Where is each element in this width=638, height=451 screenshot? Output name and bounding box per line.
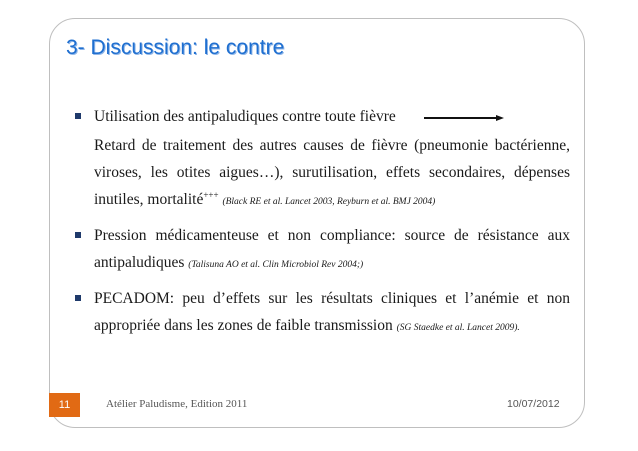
footer-event: Atélier Paludisme, Edition 2011: [106, 398, 248, 410]
bullet-square-icon: [75, 113, 81, 119]
bullet-3-reference: (SG Staedke et al. Lancet 2009).: [396, 323, 520, 333]
bullet-item-1: [73, 103, 570, 216]
footer-date: 10/07/2012: [507, 398, 560, 410]
bullet-item-2: [73, 222, 570, 279]
slide-title: 3- Discussion: le contre: [66, 36, 285, 59]
bullet-2-reference: (Talisuna AO et al. Clin Microbiol Rev 2004;): [188, 260, 364, 270]
slide-content: [73, 103, 570, 348]
bullet-2-body: [94, 222, 570, 279]
slide-number: 11: [49, 393, 80, 417]
bullet-1-text: Retard de traitement des autres causes de fièvre (pneumonie bactérienne, viroses, les otites aigues…), surutilisation, effets secondaires, dépenses inutiles, mortalité: [94, 137, 570, 208]
bullet-1-heading: Utilisation des antipaludiques contre toute fièvre: [94, 108, 396, 125]
bullet-1-heading-row: [94, 103, 570, 130]
bullet-1-reference: (Black RE et al. Lancet 2003, Reyburn et al. BMJ 2004): [222, 197, 436, 207]
bullet-2-text: Pression médicamenteuse et non compliance: source de résistance aux antipaludiques: [94, 227, 570, 271]
bullet-square-icon: [75, 232, 81, 238]
bullet-1-body: [94, 132, 570, 216]
bullet-1-superscript: +++: [203, 189, 219, 200]
bullet-square-icon: [75, 295, 81, 301]
right-arrow-icon: [424, 113, 504, 123]
bullet-item-3: [73, 285, 570, 342]
bullet-3-text: PECADOM: peu d’effets sur les résultats cliniques et l’anémie et non appropriée dans les zones de faible transmission: [94, 290, 570, 334]
bullet-3-body: [94, 285, 570, 342]
